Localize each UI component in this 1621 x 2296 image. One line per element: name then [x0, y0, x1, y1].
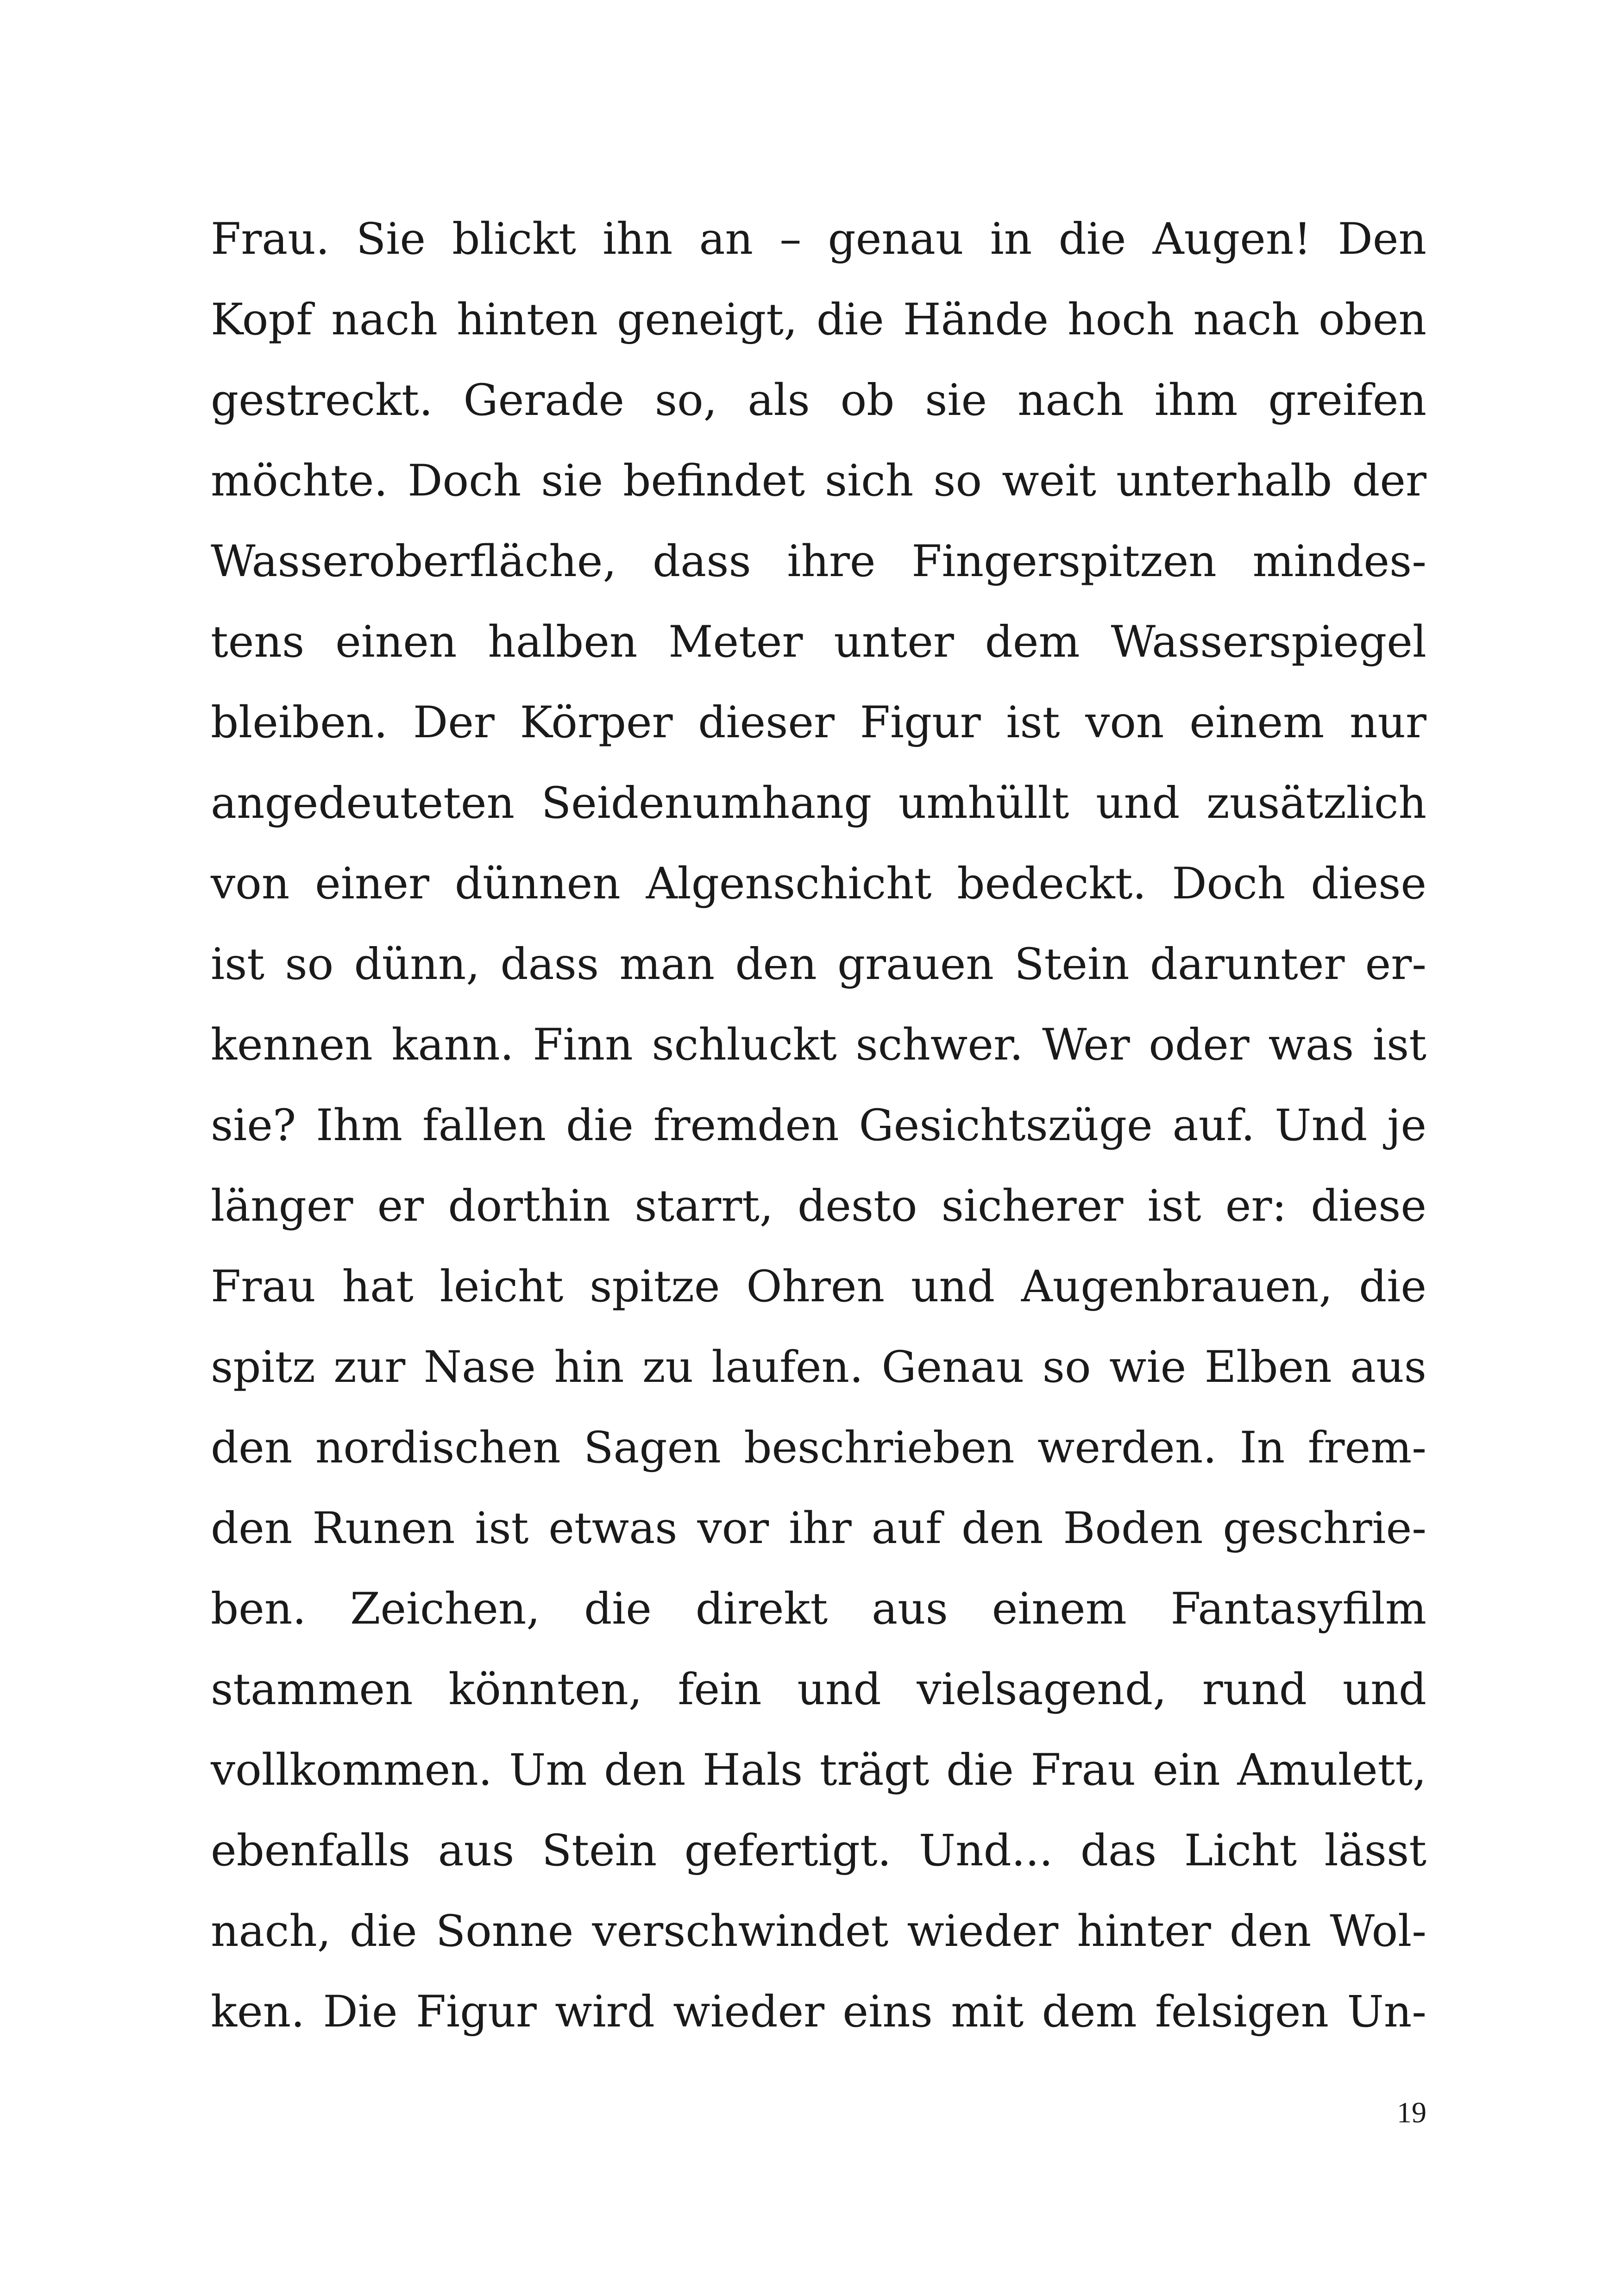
- text-line: Frau. Sie blickt ihn an – genau in die Augen! Den: [211, 214, 1426, 264]
- text-line: ken. Die Figur wird wieder eins mit dem felsigen Un-: [211, 1987, 1426, 2037]
- text-line: Frau hat leicht spitze Ohren und Augenbrauen, die: [211, 1261, 1426, 1312]
- text-line: stammen könnten, fein und vielsagend, rund und: [211, 1664, 1426, 1715]
- text-line: möchte. Doch sie befindet sich so weit unterhalb der: [211, 456, 1426, 506]
- text-line: ebenfalls aus Stein gefertigt. Und... das Licht lässt: [211, 1826, 1426, 1876]
- text-line: nach, die Sonne verschwindet wieder hinter den Wol-: [211, 1906, 1426, 1957]
- page-number: 19: [1397, 2096, 1426, 2129]
- text-line: tens einen halben Meter unter dem Wasserspiegel: [211, 617, 1426, 667]
- text-line: Wasseroberfläche, dass ihre Fingerspitzen mindes-: [211, 536, 1426, 587]
- text-line: bleiben. Der Körper dieser Figur ist von einem nur: [211, 697, 1426, 748]
- text-line: den Runen ist etwas vor ihr auf den Boden geschrie-: [211, 1503, 1426, 1554]
- text-line: spitz zur Nase hin zu laufen. Genau so wie Elben aus: [211, 1342, 1426, 1393]
- text-line: gestreckt. Gerade so, als ob sie nach ihm greifen: [211, 375, 1426, 426]
- text-line: angedeuteten Seidenumhang umhüllt und zusätzlich: [211, 778, 1426, 828]
- text-line: ist so dünn, dass man den grauen Stein darunter er-: [211, 939, 1426, 990]
- text-line: länger er dorthin starrt, desto sicherer ist er: diese: [211, 1181, 1426, 1231]
- text-line: kennen kann. Finn schluckt schwer. Wer oder was ist: [211, 1020, 1426, 1070]
- text-line: den nordischen Sagen beschrieben werden. In frem-: [211, 1423, 1426, 1473]
- text-line: vollkommen. Um den Hals trägt die Frau ein Amulett,: [211, 1745, 1426, 1795]
- text-line: von einer dünnen Algenschicht bedeckt. Doch diese: [211, 859, 1426, 909]
- text-line: Kopf nach hinten geneigt, die Hände hoch nach oben: [211, 295, 1426, 345]
- text-line: ben. Zeichen, die direkt aus einem Fantasyfilm: [211, 1584, 1426, 1634]
- body-text: [211, 199, 1426, 2052]
- text-line: sie? Ihm fallen die fremden Gesichtszüge auf. Und je: [211, 1100, 1426, 1151]
